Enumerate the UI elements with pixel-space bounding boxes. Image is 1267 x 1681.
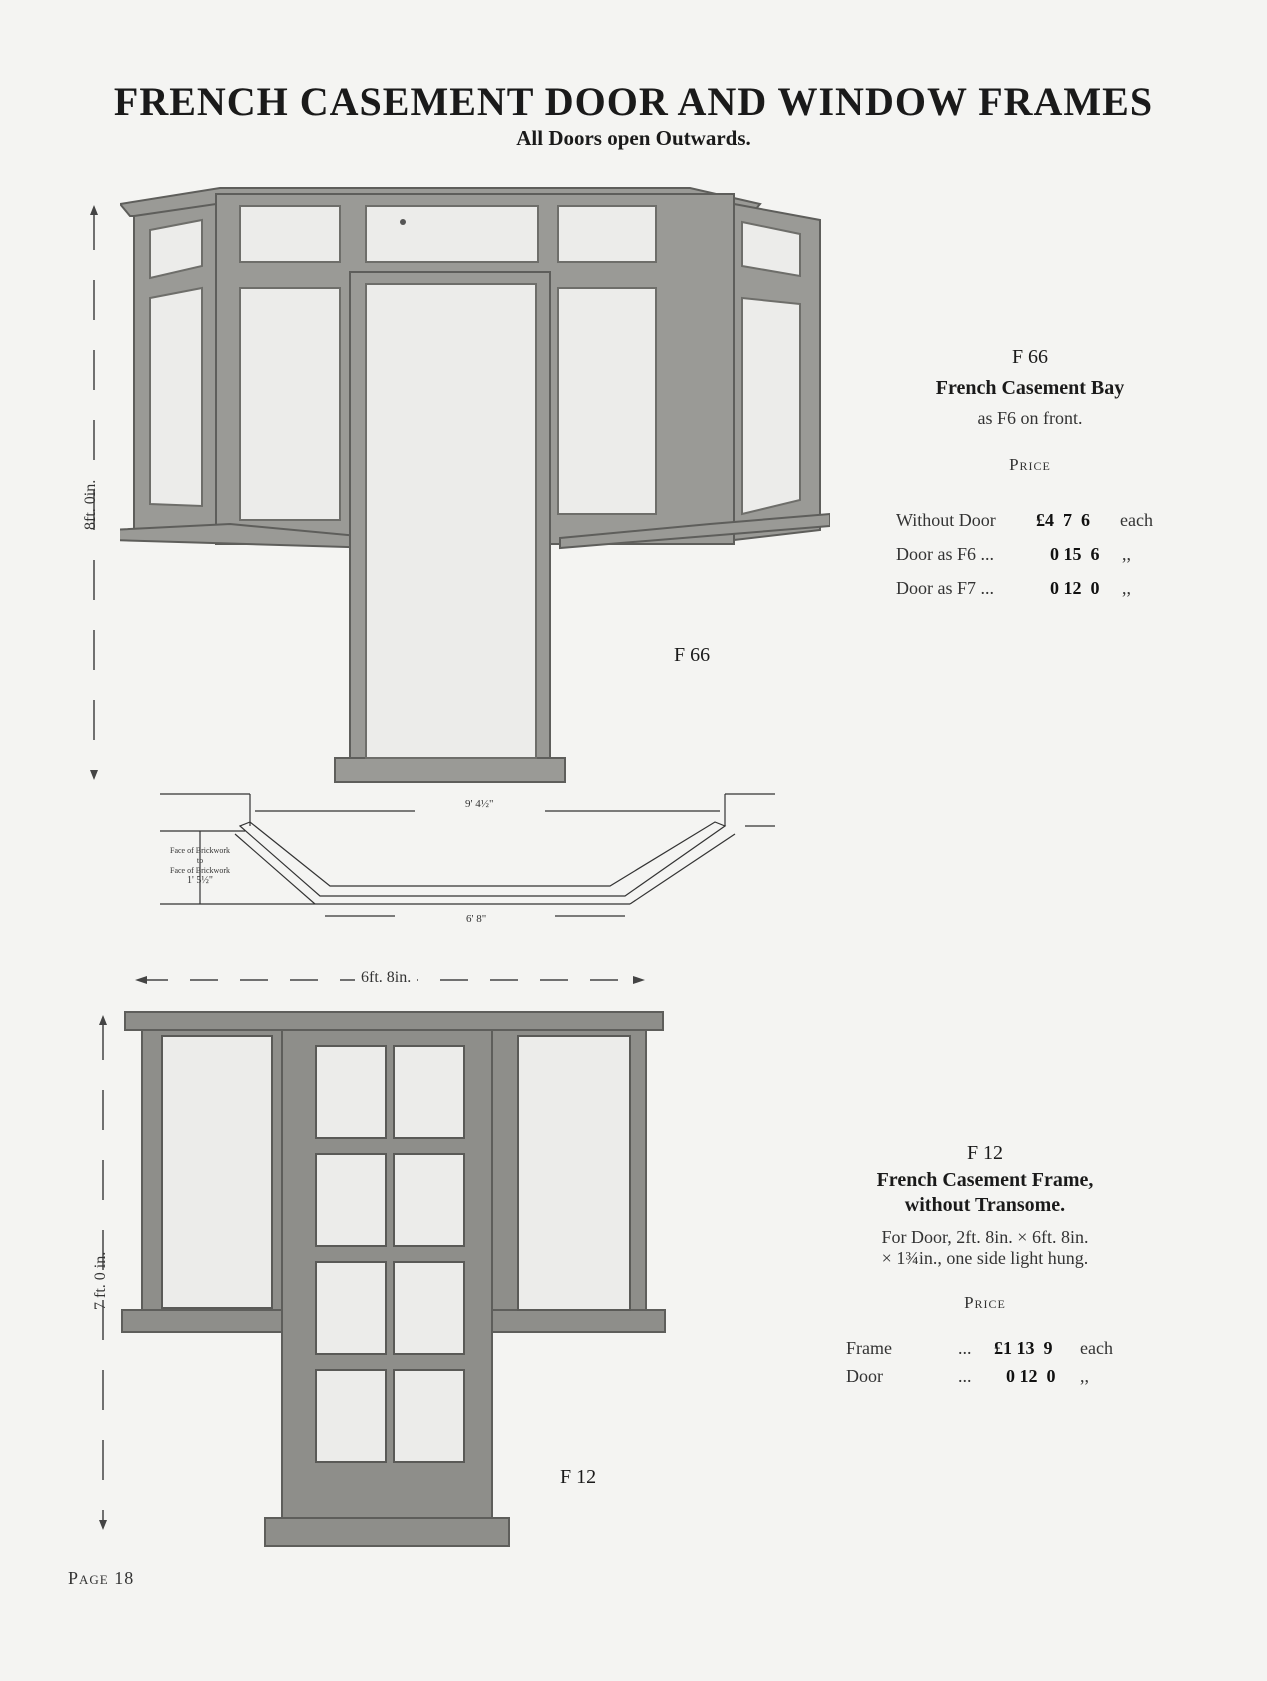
page-number: Page 18 (68, 1568, 135, 1588)
price-unit: ,, (1122, 578, 1131, 598)
price-unit: each (1080, 1338, 1113, 1358)
price-value: 0 12 0 (1006, 1366, 1056, 1386)
price-item: Door (846, 1366, 883, 1386)
price-row (896, 578, 1153, 612)
price-item: Door as F7 ... (896, 578, 994, 598)
f12-code: F 12 (966, 1142, 1004, 1164)
f66-name: French Casement Bay (935, 377, 1125, 399)
price-row (846, 1338, 1113, 1366)
f12-name-line2: without Transome. (904, 1194, 1066, 1216)
f12-name-line1: French Casement Frame, (876, 1169, 1094, 1191)
plan-note-line: Face of Brickwork (170, 866, 230, 875)
price-item: Without Door (896, 510, 996, 530)
price-unit: each (1120, 510, 1153, 530)
plan-note-line: Face of Brickwork (170, 846, 230, 855)
f12-width-dimension: 6ft. 8in. (355, 969, 417, 987)
f66-plan-front-dim: 6' 8" (466, 913, 487, 925)
f66-plan-projection-dim: 1' 5½" (187, 875, 213, 886)
f66-drawing-label: F 66 (674, 644, 711, 666)
f66-note: as F6 on front. (977, 408, 1083, 428)
price-value: £1 13 9 (994, 1338, 1053, 1358)
price-row (846, 1366, 1113, 1394)
f66-plan-note (155, 846, 245, 886)
f12-price-table (846, 1338, 1113, 1394)
price-row (896, 510, 1153, 544)
price-value: 0 12 0 (1050, 578, 1100, 598)
price-value: £4 7 6 (1036, 510, 1090, 530)
price-dots: ... (958, 1338, 972, 1358)
price-item: Frame (846, 1338, 892, 1358)
f12-desc-line1: For Door, 2ft. 8in. × 6ft. 8in. (881, 1227, 1089, 1247)
price-dots: ... (958, 1366, 972, 1386)
price-item: Door as F6 ... (896, 544, 994, 564)
f66-height-dimension: 8ft. 0in. (82, 479, 99, 530)
f66-price-table (896, 510, 1153, 612)
f66-price-heading: Price (1009, 455, 1051, 474)
f66-plan-overall-dim: 9' 4½" (465, 798, 494, 810)
f66-description (880, 346, 1180, 475)
price-unit: ,, (1122, 544, 1131, 564)
f12-desc-line2: × 1¾in., one side light hung. (881, 1248, 1089, 1268)
plan-note-line: to (196, 856, 204, 865)
price-value: 0 15 6 (1050, 544, 1100, 564)
price-row (896, 544, 1153, 578)
f12-drawing-label: F 12 (560, 1466, 597, 1488)
f12-height-dimension: 7 ft. 0 in. (92, 1251, 109, 1310)
price-unit: ,, (1080, 1366, 1089, 1386)
f12-description (820, 1142, 1150, 1313)
f66-code: F 66 (1011, 346, 1049, 368)
f66-bay-frame-illustration (120, 180, 830, 790)
page-title: FRENCH CASEMENT DOOR AND WINDOW FRAMES (113, 79, 1154, 124)
f12-price-heading: Price (964, 1293, 1006, 1312)
page-subtitle: All Doors open Outwards. (516, 126, 751, 150)
